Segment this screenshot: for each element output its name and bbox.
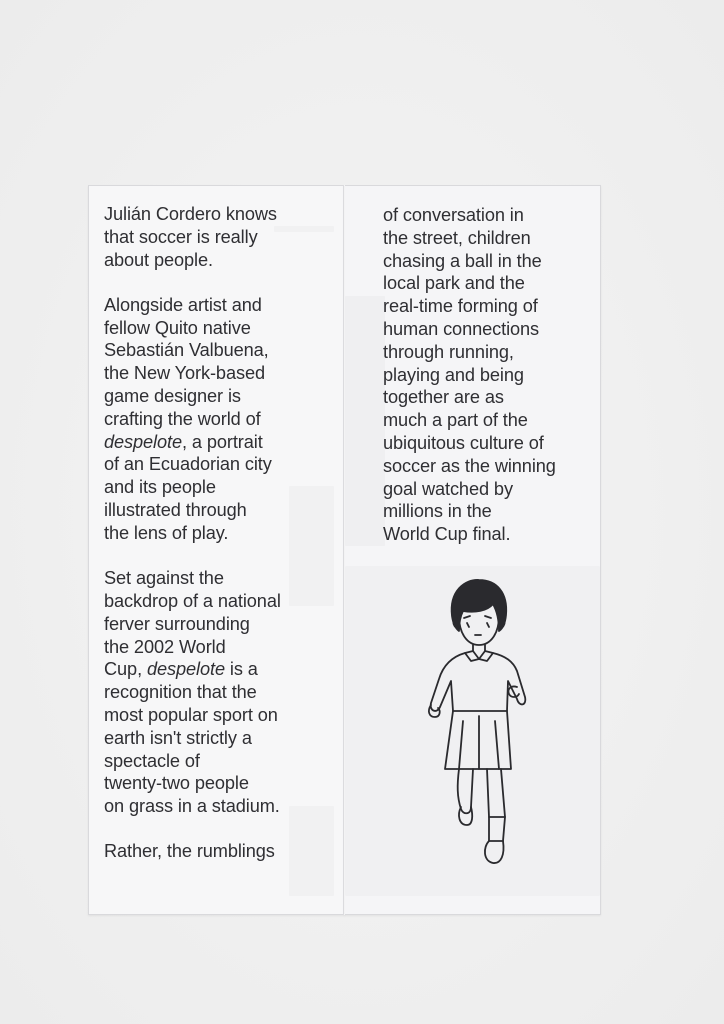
face	[459, 616, 499, 645]
text-line: Rather, the rumblings	[104, 841, 275, 862]
text-line: fellow Quito native	[104, 317, 251, 338]
eye-left	[467, 623, 469, 627]
sweater	[431, 653, 526, 711]
text-line	[104, 431, 339, 454]
collar	[465, 651, 493, 661]
text-line: ubiquitous culture of	[383, 432, 544, 453]
text-line: together are as	[383, 387, 504, 408]
skirt	[445, 711, 511, 769]
text-line: Set against the	[104, 568, 224, 589]
paragraph-rather	[104, 840, 339, 863]
eye-right	[487, 623, 489, 627]
text-line: and its people	[104, 477, 216, 498]
eyebrow-right	[485, 616, 491, 618]
text-line: local park and the	[383, 273, 525, 294]
page-fold	[343, 185, 345, 915]
text-line: playing and being	[383, 364, 524, 385]
text-line: on grass in a stadium.	[104, 796, 280, 817]
text-line: chasing a ball in the	[383, 250, 542, 271]
left-page	[88, 185, 345, 915]
text-line: the 2002 World	[104, 636, 226, 657]
text-line: soccer as the winning	[383, 455, 556, 476]
neck	[473, 645, 485, 651]
game-title-italic: despelote	[104, 431, 182, 452]
text-line: much a part of the	[383, 410, 528, 431]
game-title-italic: despelote	[146, 659, 225, 680]
text-line: World Cup final.	[383, 524, 511, 545]
show-through-mark	[345, 296, 385, 546]
text-line: the street, children	[383, 227, 531, 248]
text-line: Julián Cordero knows	[104, 204, 277, 224]
text-line: of conversation in	[383, 205, 524, 225]
text-line	[104, 658, 339, 681]
right-body-text	[383, 204, 598, 546]
text-line: illustrated through	[104, 500, 247, 521]
text-line: real-time forming of	[383, 296, 538, 317]
eyebrow-left	[464, 616, 470, 618]
skirt-pleats	[459, 716, 499, 769]
text-line: twenty-two people	[104, 773, 249, 794]
text-line: crafting the world of	[104, 408, 261, 429]
text-line: backdrop of a national	[104, 590, 281, 611]
shoe-right	[485, 841, 504, 863]
girl-running-illustration	[407, 571, 547, 891]
paragraph-world-cup	[104, 567, 339, 818]
text-line: of an Ecuadorian city	[104, 454, 272, 475]
text-line: ferver surrounding	[104, 613, 250, 634]
text-line: earth isn't strictly a	[104, 727, 252, 748]
leg-right	[487, 769, 505, 817]
sock-right	[489, 817, 505, 841]
text-line: goal watched by	[383, 478, 513, 499]
text-line: that soccer is really	[104, 226, 258, 247]
right-page	[344, 185, 601, 915]
text-fragment: Cup,	[104, 659, 147, 680]
paragraph-collaboration	[104, 294, 339, 545]
text-line: about people.	[104, 249, 213, 270]
paragraph-intro	[104, 203, 339, 271]
text-fragment: is a	[224, 659, 258, 680]
text-line: through running,	[383, 341, 514, 362]
text-line: human connections	[383, 318, 540, 339]
text-line: spectacle of	[104, 750, 200, 771]
text-line: Alongside artist and	[104, 294, 262, 315]
left-body-text	[104, 203, 339, 863]
text-line: millions in the	[383, 501, 492, 522]
text-line: most popular sport on	[104, 704, 278, 725]
text-line: the lens of play.	[104, 522, 229, 543]
text-line: Sebastián Valbuena,	[104, 340, 269, 361]
text-fragment: , a portrait	[181, 431, 263, 452]
text-line: the New York-based	[104, 363, 265, 384]
text-line: game designer is	[104, 386, 241, 407]
text-line: recognition that the	[104, 682, 257, 703]
